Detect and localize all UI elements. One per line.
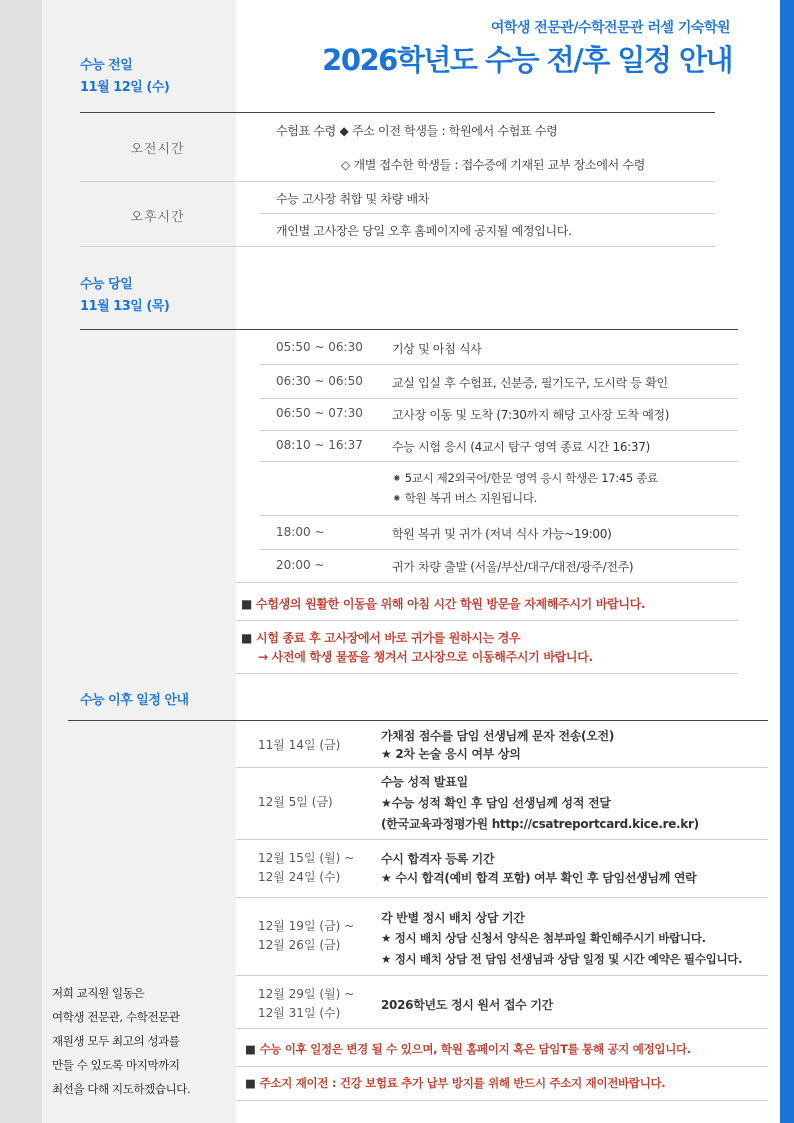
- after-notice-2: ■ 주소지 재이전 : 건강 보험료 추가 납부 방지를 위해 반드시 주소지 재이전바랍니다.: [245, 1076, 666, 1090]
- after-item-4-line-1: 각 반별 정시 배치 상담 기간: [381, 911, 525, 925]
- after-item-3-line-2: ★ 수시 합격(예비 합격 포함) 여부 확인 후 담임선생님께 연락: [381, 871, 697, 885]
- left-margin-strip: [0, 0, 42, 1123]
- section-day-label: [80, 274, 169, 318]
- day-row-2-divider: [260, 398, 738, 399]
- day-row-5-divider: [260, 549, 738, 550]
- afternoon-bottom-rule: [80, 246, 715, 247]
- day-notice-1-divider: [236, 620, 738, 621]
- section-after-rule: [68, 720, 768, 721]
- day-row-1-time: 05:50 ~ 06:30: [276, 340, 363, 354]
- day-row-5-time: 18:00 ~: [276, 525, 325, 539]
- after-item-4-divider: [236, 975, 768, 976]
- morning-line-2: ◇ 개별 접수한 학생들 : 접수증에 기재된 교부 장소에서 수령: [341, 158, 646, 172]
- morning-label: 오전시간: [130, 142, 185, 157]
- closing-message: 저희 교직원 일동은 여학생 전문관, 수학전문관 재원생 모두 최고의 성과를 만들 수 있도록 마지막까지 최선을 다해 지도하겠습니다.: [52, 986, 191, 1096]
- afternoon-label: 오후시간: [130, 210, 185, 225]
- header-subtitle: 여학생 전문관/수학전문관 러셀 기숙학원: [490, 20, 730, 36]
- morning-divider: [236, 181, 715, 182]
- day-notice-2-divider: [236, 673, 738, 674]
- afternoon-inner-divider: [260, 213, 715, 214]
- after-item-4-date: 12월 19일 (금) ~ 12월 26일 (금): [258, 919, 355, 952]
- after-item-2-line-2: ★수능 성적 확인 후 담임 선생님께 성적 전달: [381, 796, 611, 810]
- afternoon-line-1: 수능 고사장 취합 및 차량 배차: [276, 192, 430, 206]
- day-sub-note-2: ⁕ 학원 복귀 버스 지원됩니다.: [392, 491, 538, 505]
- after-notice-1-divider: [236, 1066, 768, 1067]
- after-item-2-line-3: (한국교육과정평가원 http://csatreportcard.kice.re.kr): [381, 817, 699, 831]
- day-row-1-desc: 기상 및 아침 식사: [392, 342, 482, 356]
- left-label-panel: [42, 0, 236, 1123]
- day-notice-2: ■ 시험 종료 후 고사장에서 바로 귀가를 원하시는 경우: [241, 631, 521, 645]
- section-day-title: 수능 당일: [80, 277, 133, 292]
- after-item-2-divider: [236, 839, 768, 840]
- after-item-4-line-2: ★ 정시 배치 상담 신청서 양식은 첨부파일 확인해주시기 바랍니다.: [381, 931, 706, 945]
- day-row-6-desc: 귀가 차량 출발 (서울/부산/대구/대전/광주/전주): [392, 560, 634, 574]
- day-row-3-time: 06:50 ~ 07:30: [276, 406, 363, 420]
- after-item-5-line-1: 2026학년도 정시 원서 접수 기간: [381, 998, 553, 1012]
- day-row-5-desc: 학원 복귀 및 귀가 (저녁 식사 가능~19:00): [392, 527, 612, 541]
- after-item-1-line-1: 가채점 점수를 담임 선생님께 문자 전송(오전): [381, 729, 615, 743]
- day-sub-note-1: ⁕ 5교시 제2외국어/한문 영역 응시 학생은 17:45 종료: [392, 471, 658, 485]
- after-item-1-line-2: ★ 2차 논술 응시 여부 상의: [381, 747, 521, 761]
- after-notice-1: ■ 수능 이후 일정은 변경 될 수 있으며, 학원 홈페이지 혹은 담임T를 통해 공지 예정입니다.: [245, 1042, 691, 1056]
- section-before-date: 11월 12일 (수): [80, 80, 170, 95]
- after-item-1-divider: [236, 767, 768, 768]
- after-item-2-line-1: 수능 성적 발표일: [381, 775, 468, 789]
- after-item-1-date: 11월 14일 (금): [258, 738, 341, 752]
- after-notice-2-divider: [236, 1100, 768, 1101]
- after-item-5-divider: [236, 1028, 768, 1029]
- day-row-6-divider: [236, 582, 738, 583]
- section-day-date: 11월 13일 (목): [80, 299, 170, 314]
- after-item-5-date: 12월 29일 (월) ~ 12월 31일 (수): [258, 987, 355, 1020]
- day-notice-1: ■ 수험생의 원활한 이동을 위해 아침 시간 학원 방문을 자제해주시기 바랍니다.: [241, 597, 646, 611]
- day-row-1-divider: [260, 364, 738, 365]
- morning-line-1: 수험표 수령 ◆ 주소 이전 학생들 : 학원에서 수험표 수령: [276, 124, 558, 138]
- day-row-4-divider: [260, 461, 738, 462]
- day-sub-divider: [260, 515, 738, 516]
- after-item-3-line-1: 수시 합격자 등록 기간: [381, 852, 495, 866]
- day-row-3-desc: 고사장 이동 및 도착 (7:30까지 해당 고사장 도착 예정): [392, 408, 670, 422]
- after-item-3-date: 12월 15일 (월) ~ 12월 24일 (수): [258, 851, 355, 884]
- section-before-label: [80, 55, 169, 99]
- right-accent-bar: [780, 0, 794, 1123]
- section-day-rule: [80, 329, 738, 330]
- after-item-4-line-3: ★ 정시 배치 상담 전 담임 선생님과 상담 일정 및 시간 예약은 필수입니다.: [381, 952, 743, 966]
- day-row-2-desc: 교실 입실 후 수험표, 신분증, 필기도구, 도시락 등 확인: [392, 376, 668, 390]
- after-item-3-divider: [236, 897, 768, 898]
- day-row-4-desc: 수능 시험 응시 (4교시 탐구 영역 종료 시간 16:37): [392, 440, 650, 454]
- after-item-2-date: 12월 5일 (금): [258, 795, 333, 809]
- day-row-4-time: 08:10 ~ 16:37: [276, 438, 363, 452]
- section-before-rule: [80, 112, 715, 113]
- day-notice-2-detail: → 사전에 학생 물품을 챙겨서 고사장으로 이동해주시기 바랍니다.: [258, 650, 593, 664]
- day-row-3-divider: [260, 430, 738, 431]
- page-title: 2026학년도 수능 전/후 일정 안내: [322, 43, 732, 77]
- section-after-label: 수능 이후 일정 안내: [80, 693, 189, 708]
- afternoon-line-2: 개인별 고사장은 당일 오후 홈페이지에 공지될 예정입니다.: [276, 224, 572, 238]
- morning-divider-left: [80, 181, 235, 182]
- section-before-title: 수능 전일: [80, 58, 133, 73]
- day-row-6-time: 20:00 ~: [276, 558, 325, 572]
- day-row-2-time: 06:30 ~ 06:50: [276, 374, 363, 388]
